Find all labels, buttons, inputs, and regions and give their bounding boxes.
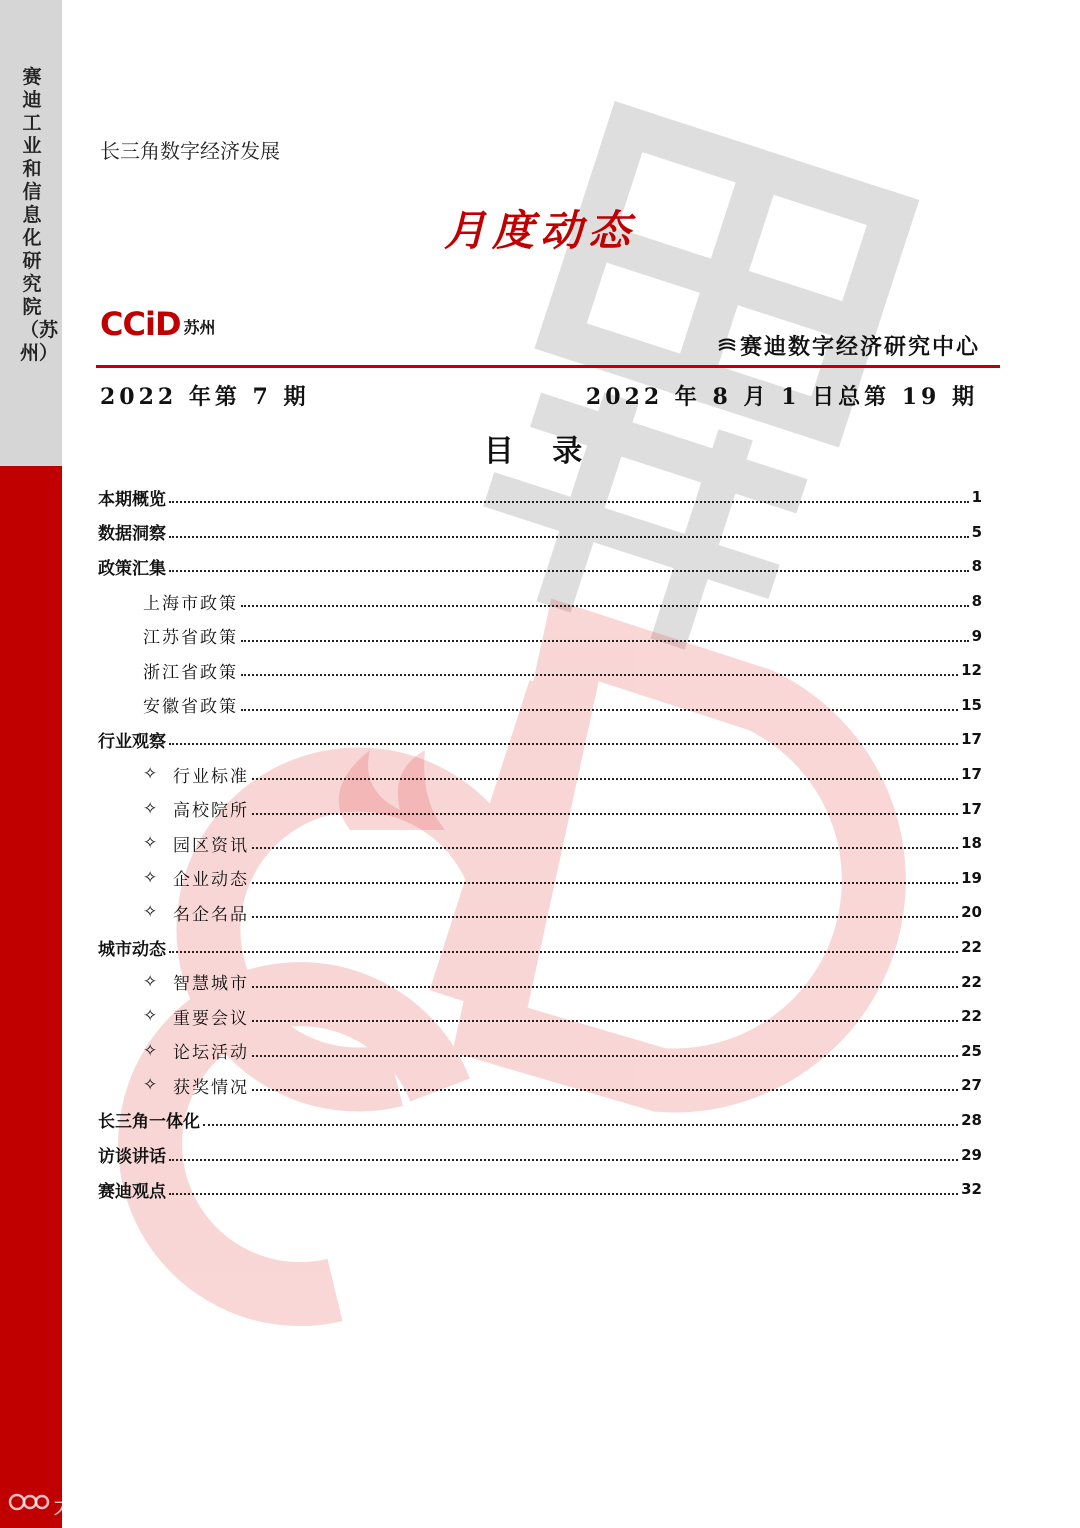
toc-leader-dots xyxy=(252,882,958,884)
toc-entry-label: 企业动态 xyxy=(173,870,249,891)
toc-leader-dots xyxy=(252,1020,958,1022)
diamond-bullet-icon: ✧ xyxy=(143,1006,158,1027)
diamond-bullet-icon: ✧ xyxy=(143,1040,158,1061)
toc-leader-dots xyxy=(252,847,958,849)
toc-entry-page: 15 xyxy=(961,695,982,714)
toc-entry-page: 17 xyxy=(961,730,982,749)
toc-entry-page: 28 xyxy=(961,1110,982,1129)
side-vertical-title: 赛迪工业和信息化研究院（苏州） xyxy=(20,66,59,364)
toc-entry-page: 8 xyxy=(971,592,982,611)
toc-leader-dots xyxy=(241,640,969,642)
toc-entry-label: 名企名品 xyxy=(173,904,249,925)
toc-leader-dots xyxy=(241,709,958,711)
toc-leader-dots xyxy=(169,1193,958,1195)
toc-entry-page: 8 xyxy=(971,557,982,576)
toc-leader-dots xyxy=(252,986,958,988)
toc-entry[interactable] xyxy=(98,930,982,965)
toc-leader-dots xyxy=(203,1124,958,1126)
toc-entry[interactable] xyxy=(98,1068,982,1103)
table-of-contents xyxy=(98,480,982,1206)
toc-leader-dots xyxy=(252,1055,958,1057)
toc-entry-page: 22 xyxy=(961,1007,982,1026)
toc-entry[interactable] xyxy=(98,791,982,826)
logo-city: 苏州 xyxy=(183,318,216,337)
issue-number: 2022 年第 7 期 xyxy=(100,384,310,410)
toc-entry-label: 论坛活动 xyxy=(173,1043,249,1064)
toc-leader-dots xyxy=(241,605,969,607)
toc-leader-dots xyxy=(241,674,958,676)
toc-entry-page: 27 xyxy=(961,1076,982,1095)
toc-entry-label: 本期概览 xyxy=(98,489,166,510)
toc-entry-page: 29 xyxy=(961,1145,982,1164)
report-series-title: 长三角数字经济发展 xyxy=(100,139,280,163)
toc-entry-label: 获奖情况 xyxy=(173,1077,249,1098)
toc-entry[interactable] xyxy=(98,757,982,792)
toc-entry-label: 赛迪观点 xyxy=(98,1181,166,1202)
toc-entry[interactable] xyxy=(98,826,982,861)
toc-entry-label: 江苏省政策 xyxy=(143,628,238,649)
toc-entry-page: 18 xyxy=(961,834,982,853)
toc-entry[interactable] xyxy=(98,480,982,515)
diamond-bullet-icon: ✧ xyxy=(143,902,158,923)
toc-entry-label: 智慧城市 xyxy=(173,974,249,995)
page-title: 月度动态 xyxy=(443,206,636,255)
bottom-logo-text: 大数跨境 xyxy=(54,1494,134,1518)
header-divider xyxy=(96,365,1000,368)
toc-entry[interactable] xyxy=(98,895,982,930)
toc-entry-page: 5 xyxy=(971,522,982,541)
toc-entry-label: 园区资讯 xyxy=(173,835,249,856)
toc-entry-page: 9 xyxy=(971,626,982,645)
side-band-bottom xyxy=(0,466,62,1528)
toc-entry[interactable] xyxy=(98,653,982,688)
toc-entry-page: 22 xyxy=(961,972,982,991)
toc-leader-dots xyxy=(169,1159,958,1161)
diamond-bullet-icon: ✧ xyxy=(143,764,158,785)
diamond-bullet-icon: ✧ xyxy=(143,867,158,888)
toc-entry[interactable] xyxy=(98,618,982,653)
toc-entry[interactable] xyxy=(98,722,982,757)
toc-entry-page: 1 xyxy=(971,488,982,507)
issue-date: 2022 年 8 月 1 日总第 19 期 xyxy=(585,384,978,410)
toc-leader-dots xyxy=(169,951,958,953)
toc-leader-dots xyxy=(252,916,958,918)
toc-entry-page: 17 xyxy=(961,799,982,818)
toc-entry-label: 访谈讲话 xyxy=(98,1147,166,1168)
toc-entry[interactable] xyxy=(98,964,982,999)
toc-entry[interactable] xyxy=(98,999,982,1034)
toc-entry-label: 行业标准 xyxy=(173,766,249,787)
toc-leader-dots xyxy=(169,501,969,503)
toc-entry-label: 浙江省政策 xyxy=(143,662,238,683)
toc-entry-label: 城市动态 xyxy=(98,939,166,960)
logo-text: CCiD xyxy=(100,305,181,343)
toc-entry-page: 20 xyxy=(961,903,982,922)
toc-entry-label: 高校院所 xyxy=(173,801,249,822)
toc-entry[interactable] xyxy=(98,1137,982,1172)
toc-entry[interactable] xyxy=(98,1103,982,1138)
toc-leader-dots xyxy=(252,813,958,815)
toc-leader-dots xyxy=(252,1089,958,1091)
toc-entry-label: 政策汇集 xyxy=(98,558,166,579)
toc-entry-page: 12 xyxy=(961,661,982,680)
toc-entry-page: 25 xyxy=(961,1041,982,1060)
ccid-suzhou-logo xyxy=(100,305,216,343)
bottom-watermark-logo xyxy=(8,1490,134,1519)
toc-leader-dots xyxy=(169,536,969,538)
toc-entry-label: 上海市政策 xyxy=(143,593,238,614)
toc-title: 目 录 xyxy=(483,434,597,469)
toc-entry-label: 重要会议 xyxy=(173,1008,249,1029)
toc-entry-label: 行业观察 xyxy=(98,731,166,752)
toc-entry[interactable] xyxy=(98,1172,982,1207)
diamond-bullet-icon: ✧ xyxy=(143,798,158,819)
toc-entry[interactable] xyxy=(98,584,982,619)
toc-entry-label: 数据洞察 xyxy=(98,524,166,545)
toc-entry-page: 22 xyxy=(961,938,982,957)
toc-entry-page: 32 xyxy=(961,1180,982,1199)
toc-entry-label: 安徽省政策 xyxy=(143,697,238,718)
toc-entry-label: 长三角一体化 xyxy=(98,1112,200,1133)
center-logo-icon xyxy=(718,333,736,358)
toc-entry[interactable] xyxy=(98,549,982,584)
toc-leader-dots xyxy=(169,570,969,572)
toc-entry-page: 19 xyxy=(961,868,982,887)
toc-entry[interactable] xyxy=(98,515,982,550)
toc-entry[interactable] xyxy=(98,861,982,896)
diamond-bullet-icon: ✧ xyxy=(143,1075,158,1096)
toc-entry-page: 17 xyxy=(961,765,982,784)
toc-leader-dots xyxy=(169,743,958,745)
bottom-logo-icon xyxy=(8,1491,50,1518)
research-center-name xyxy=(718,330,980,361)
toc-entry[interactable] xyxy=(98,1034,982,1069)
toc-leader-dots xyxy=(252,778,958,780)
diamond-bullet-icon: ✧ xyxy=(143,971,158,992)
center-name-text: 赛迪数字经济研究中心 xyxy=(739,335,980,360)
diamond-bullet-icon: ✧ xyxy=(143,833,158,854)
toc-entry[interactable] xyxy=(98,688,982,723)
